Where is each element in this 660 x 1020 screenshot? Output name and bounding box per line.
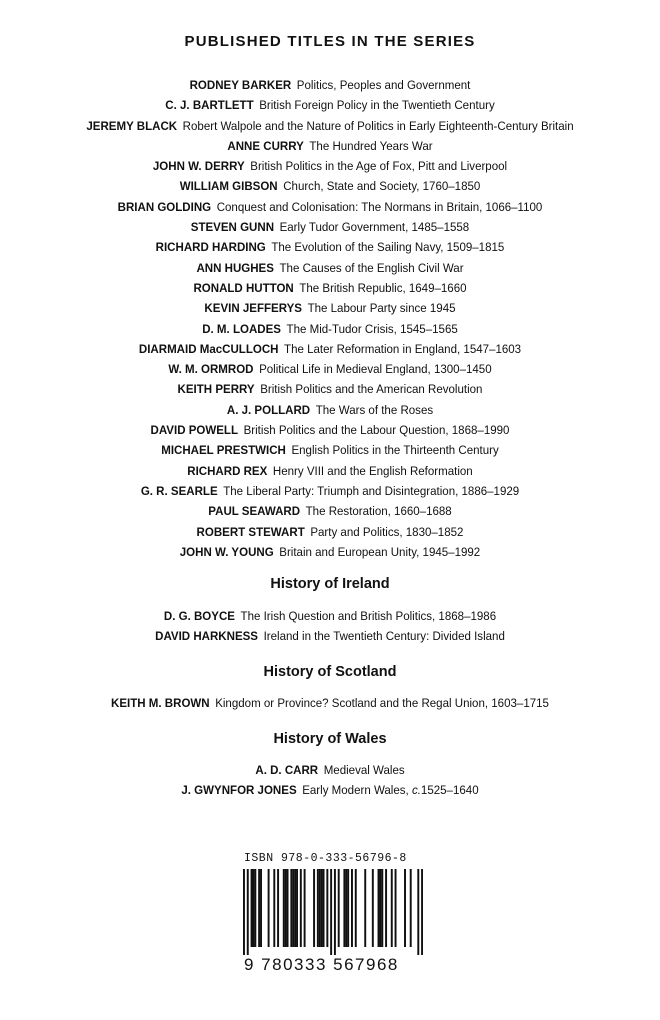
barcode-bar xyxy=(292,869,294,947)
list-item xyxy=(23,217,637,237)
list-item xyxy=(23,339,637,359)
author-name: C. J. BARTLETT xyxy=(165,98,254,113)
barcode-bar xyxy=(300,869,302,947)
barcode-bar xyxy=(251,869,253,947)
barcode-digits: 9 780333 567968 xyxy=(244,955,399,974)
list-item xyxy=(23,359,637,379)
book-title: Politics, Peoples and Government xyxy=(296,78,471,92)
barcode-bar xyxy=(260,869,262,947)
barcode-bar xyxy=(247,869,249,955)
author-name: ROBERT STEWART xyxy=(196,524,305,539)
author-name: RICHARD HARDING xyxy=(155,240,266,255)
author-name: WILLIAM GIBSON xyxy=(179,179,278,194)
barcode-bar xyxy=(347,869,349,947)
book-title: Kingdom or Province? Scotland and the Regal Union, 1603–1715 xyxy=(215,696,549,710)
list-item xyxy=(23,176,637,196)
barcode-bar xyxy=(381,869,383,947)
author-name: JOHN W. DERRY xyxy=(152,159,245,174)
scotland-title-list xyxy=(0,693,660,713)
book-title: British Politics and the Labour Question, 1868–1990 xyxy=(243,423,510,438)
list-item xyxy=(23,136,637,156)
list-item xyxy=(23,95,637,115)
list-item xyxy=(23,780,637,800)
author-name: G. R. SEARLE xyxy=(140,483,218,498)
list-item xyxy=(23,606,637,626)
barcode-bar xyxy=(421,869,423,955)
book-title: The Hundred Years War xyxy=(309,138,433,153)
isbn-barcode xyxy=(243,852,423,975)
barcode-bar xyxy=(379,869,381,947)
author-name: RONALD HUTTON xyxy=(193,280,294,295)
list-item xyxy=(23,461,637,481)
barcode-bar xyxy=(417,869,419,955)
wales-title-list xyxy=(0,760,660,801)
barcode-bar xyxy=(351,869,353,947)
barcode-bar xyxy=(330,869,332,955)
book-title: Party and Politics, 1830–1852 xyxy=(310,524,464,539)
book-title: The Irish Question and British Politics, 1868–1986 xyxy=(240,609,497,623)
list-item xyxy=(23,400,637,420)
book-title: The Later Reformation in England, 1547–1603 xyxy=(284,341,522,356)
author-name: DAVID POWELL xyxy=(150,423,239,438)
barcode-bar xyxy=(313,869,315,947)
barcode-bar xyxy=(296,869,298,947)
book-title: The Mid-Tudor Crisis, 1545–1565 xyxy=(286,321,458,336)
author-name: BRIAN GOLDING xyxy=(117,199,212,214)
section-heading-ireland: History of Ireland xyxy=(270,576,390,592)
barcode-bar xyxy=(319,869,321,947)
barcode-bar xyxy=(355,869,357,947)
book-title-dates: 1525–1640 xyxy=(420,783,479,798)
series-title-list xyxy=(0,75,660,562)
barcode-bar xyxy=(323,869,325,947)
list-item xyxy=(23,278,637,298)
author-name: JEREMY BLACK xyxy=(86,118,178,133)
section-heading-scotland: History of Scotland xyxy=(263,664,397,680)
author-name: DAVID HARKNESS xyxy=(155,629,258,644)
list-item xyxy=(23,760,637,780)
barcode-bar xyxy=(273,869,275,947)
barcode-icon xyxy=(243,869,423,955)
barcode-bar xyxy=(252,869,254,947)
book-title: The Wars of the Roses xyxy=(315,402,434,417)
book-title: Early Tudor Government, 1485–1558 xyxy=(279,220,470,235)
author-name: A. D. CARR xyxy=(255,763,319,777)
author-name: KEVIN JEFFERYS xyxy=(204,301,302,316)
list-item xyxy=(23,237,637,257)
author-name: ANN HUGHES xyxy=(196,260,274,275)
book-title: Britain and European Unity, 1945–1992 xyxy=(279,544,481,559)
book-title: Medieval Wales xyxy=(323,763,405,777)
barcode-bar xyxy=(258,869,260,947)
book-title: The Causes of the English Civil War xyxy=(279,260,464,275)
book-title: Robert Walpole and the Nature of Politics in Early Eighteenth-Century Britain xyxy=(182,118,574,133)
book-title: Early Modern Wales, xyxy=(302,783,409,798)
list-item xyxy=(23,75,637,95)
barcode-bar xyxy=(404,869,406,947)
section-heading-wales: History of Wales xyxy=(273,731,387,747)
author-name: J. GWYNFOR JONES xyxy=(181,783,297,798)
book-title: The Evolution of the Sailing Navy, 1509–1815 xyxy=(271,240,505,255)
barcode-bar xyxy=(283,869,285,947)
barcode-bar xyxy=(294,869,296,947)
book-title: Conquest and Colonisation: The Normans in Britain, 1066–1100 xyxy=(216,199,543,214)
book-title-circa: c. xyxy=(411,783,421,798)
author-name: A. J. POLLARD xyxy=(226,402,311,417)
list-item xyxy=(23,258,637,278)
book-title: Ireland in the Twentieth Century: Divided Island xyxy=(263,629,505,644)
author-name: JOHN W. YOUNG xyxy=(179,544,274,559)
barcode-bar xyxy=(287,869,289,947)
list-item xyxy=(23,116,637,136)
list-item xyxy=(23,440,637,460)
list-item xyxy=(23,156,637,176)
barcode-bar xyxy=(372,869,374,947)
list-item xyxy=(23,379,637,399)
author-name: D. M. LOADES xyxy=(202,321,281,336)
book-title: Henry VIII and the English Reformation xyxy=(272,463,473,478)
barcode-bar xyxy=(321,869,323,947)
list-item xyxy=(23,197,637,217)
list-item xyxy=(23,481,637,501)
barcode-bar xyxy=(304,869,306,947)
barcode-bar xyxy=(395,869,397,947)
author-name: MICHAEL PRESTWICH xyxy=(161,443,286,458)
book-title: British Foreign Policy in the Twentieth Century xyxy=(259,98,495,113)
list-item xyxy=(23,501,637,521)
barcode-bar xyxy=(338,869,340,947)
author-name: STEVEN GUNN xyxy=(190,220,275,235)
barcode-bar xyxy=(345,869,347,947)
author-name: PAUL SEAWARD xyxy=(208,504,301,519)
barcode-bar xyxy=(343,869,345,947)
barcode-bar xyxy=(268,869,270,947)
barcode-bar xyxy=(391,869,393,947)
author-name: ANNE CURRY xyxy=(227,138,304,153)
barcode-bar xyxy=(277,869,279,947)
book-title: The Labour Party since 1945 xyxy=(307,301,456,316)
barcode-bar xyxy=(243,869,245,955)
barcode-bar xyxy=(378,869,380,947)
ireland-title-list xyxy=(0,606,660,647)
author-name: D. G. BOYCE xyxy=(163,609,235,623)
barcode-bar xyxy=(290,869,292,947)
author-name: W. M. ORMROD xyxy=(168,362,254,377)
barcode-bar xyxy=(254,869,256,947)
list-item xyxy=(23,420,637,440)
barcode-bar xyxy=(385,869,387,947)
isbn-label: ISBN 978-0-333-56796-8 xyxy=(244,852,407,865)
author-name: KEITH M. BROWN xyxy=(111,696,210,710)
barcode-bar xyxy=(326,869,328,947)
book-title: The Liberal Party: Triumph and Disintegration, 1886–1929 xyxy=(223,483,520,498)
author-name: RICHARD REX xyxy=(187,463,268,478)
book-title: Church, State and Society, 1760–1850 xyxy=(283,179,481,194)
list-item xyxy=(23,522,637,542)
list-item xyxy=(23,626,637,646)
author-name: RODNEY BARKER xyxy=(189,78,292,92)
book-title: Political Life in Medieval England, 1300–1450 xyxy=(259,362,492,377)
book-title: British Politics in the Age of Fox, Pitt and Liverpool xyxy=(250,159,508,174)
list-item xyxy=(23,693,637,713)
book-title: English Politics in the Thirteenth Century xyxy=(291,443,499,458)
barcode-bar xyxy=(410,869,412,947)
page-heading: PUBLISHED TITLES IN THE SERIES xyxy=(184,33,476,50)
barcode-bar xyxy=(317,869,319,947)
author-name: KEITH PERRY xyxy=(177,382,255,397)
barcode-bar xyxy=(364,869,366,947)
list-item xyxy=(23,319,637,339)
barcode-bar xyxy=(334,869,336,955)
book-title: The Restoration, 1660–1688 xyxy=(305,504,452,519)
book-title: British Politics and the American Revolution xyxy=(260,382,483,397)
author-name: DIARMAID MacCULLOCH xyxy=(138,341,279,356)
list-item xyxy=(23,298,637,318)
barcode-bar xyxy=(285,869,287,947)
list-item xyxy=(23,542,637,562)
book-title: The British Republic, 1649–1660 xyxy=(299,280,467,295)
